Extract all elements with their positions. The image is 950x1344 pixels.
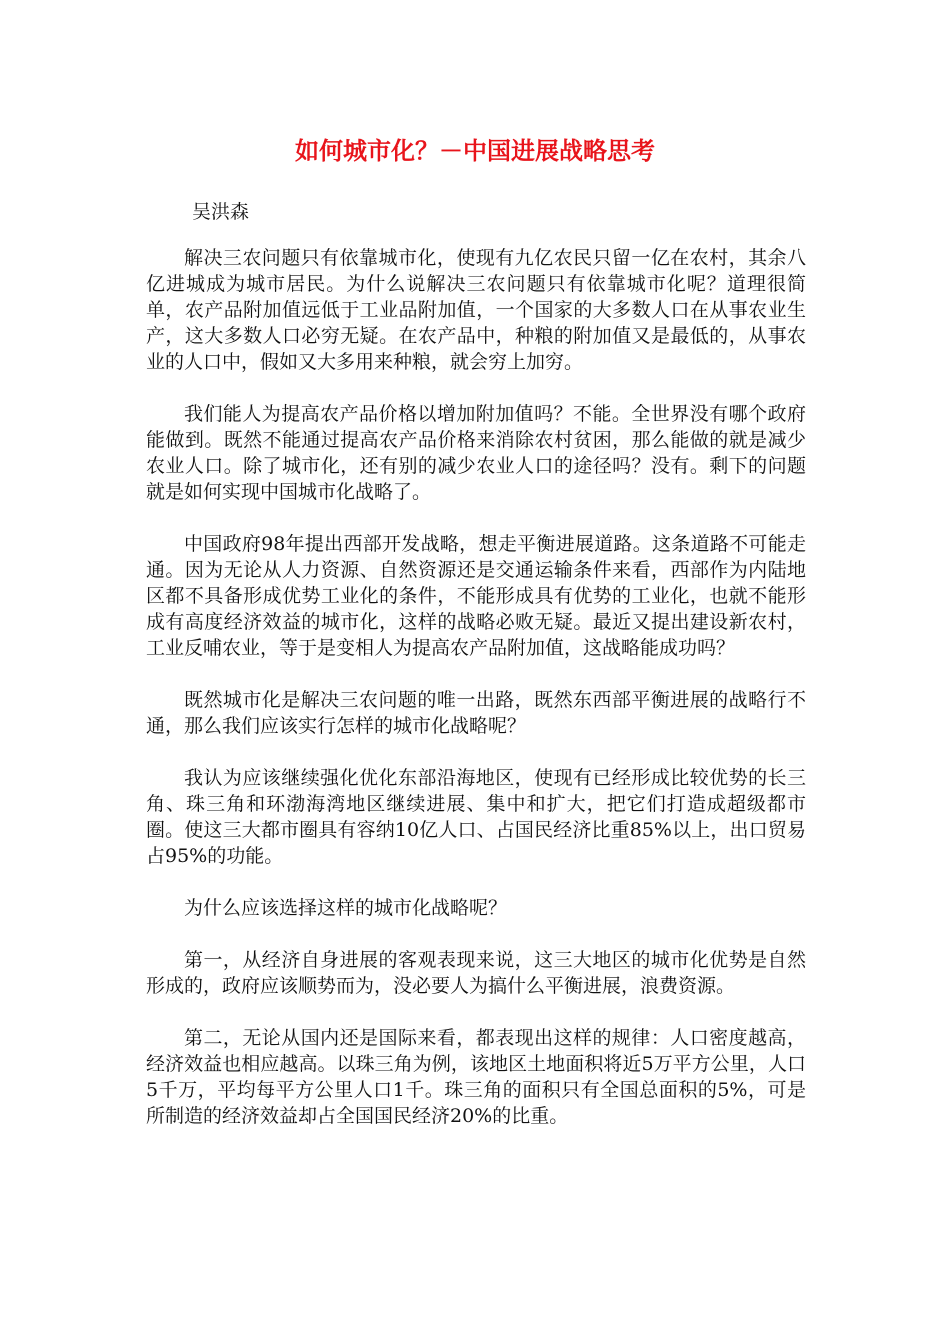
paragraph: 第一，从经济自身进展的客观表现来说，这三大地区的城市化优势是自然形成的，政府应该顺势而为，没必要人为搞什么平衡进展，浪费资源。 [146, 949, 806, 997]
paragraph: 我认为应该继续强化优化东部沿海地区，使现有已经形成比较优势的长三角、珠三角和环渤海湾地区继续进展、集中和扩大，把它们打造成超级都市圈。使这三大都市圈具有容纳10亿人口、占国民经济比重85%以上，出口贸易占95%的功能。 [146, 767, 806, 867]
paragraph: 解决三农问题只有依靠城市化，使现有九亿农民只留一亿在农村，其余八亿进城成为城市居民。为什么说解决三农问题只有依靠城市化呢？道理很简单，农产品附加值远低于工业品附加值，一个国家的大多数人口在从事农业生产，这大多数人口必穷无疑。在农产品中，种粮的附加值又是最低的，从事农业的人口中，假如又大多用来种粮，就会穷上加穷。 [146, 247, 806, 373]
paragraph: 我们能人为提高农产品价格以增加附加值吗？不能。全世界没有哪个政府能做到。既然不能通过提高农产品价格来消除农村贫困，那么能做的就是减少农业人口。除了城市化，还有别的减少农业人口的途径吗？没有。剩下的问题就是如何实现中国城市化战略了。 [146, 403, 806, 503]
page-title: 如何城市化？－中国进展战略思考 [295, 137, 655, 165]
paragraph: 中国政府98年提出西部开发战略，想走平衡进展道路。这条道路不可能走通。因为无论从人力资源、自然资源还是交通运输条件来看，西部作为内陆地区都不具备形成优势工业化的条件，不能形成具有优势的工业化，也就不能形成有高度经济效益的城市化，这样的战略必败无疑。最近又提出建设新农村，工业反哺农业，等于是变相人为提高农产品附加值，这战略能成功吗？ [146, 533, 806, 659]
article-body [146, 245, 806, 1155]
paragraph: 既然城市化是解决三农问题的唯一出路，既然东西部平衡进展的战略行不通，那么我们应该实行怎样的城市化战略呢？ [146, 689, 806, 737]
author-name: 吴洪森 [192, 201, 250, 223]
paragraph: 为什么应该选择这样的城市化战略呢？ [184, 897, 508, 919]
paragraph: 第二，无论从国内还是国际来看，都表现出这样的规律：人口密度越高，经济效益也相应越高。以珠三角为例，该地区土地面积将近5万平方公里，人口5千万，平均每平方公里人口1千。珠三角的面积只有全国总面积的5%，可是所制造的经济效益却占全国国民经济20%的比重。 [146, 1027, 806, 1127]
